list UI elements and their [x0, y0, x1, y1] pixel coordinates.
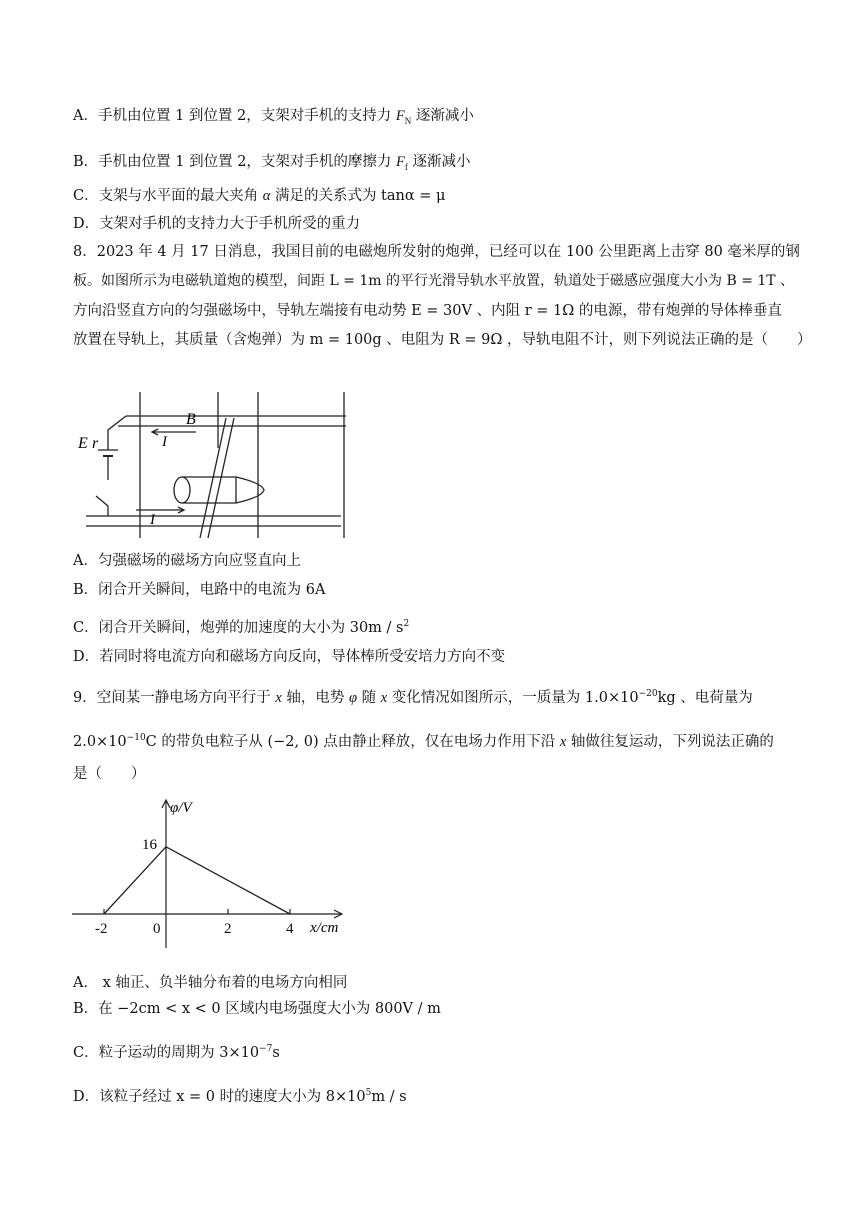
math-superscript: 5 [365, 1088, 372, 1098]
option-text: 满足的关系式为 tanα = μ [270, 188, 446, 204]
math-superscript: −20 [638, 689, 658, 699]
stem-text: kg 、电荷量为 [657, 689, 753, 706]
projectile-body [182, 477, 264, 503]
option-label: D． [73, 216, 100, 232]
q8-stem-line-2: 板。如图所示为电磁轨道炮的模型，间距 L = 1m 的平行光滑导轨水平放置，轨道处于磁感应强度大小为 B = 1T 、 [73, 273, 795, 289]
projectile-back [174, 477, 190, 503]
option-label: C． [73, 188, 99, 204]
option-label: B． [73, 582, 99, 598]
math-superscript: −10 [126, 733, 146, 743]
potential-graph [70, 794, 360, 954]
x-tick-label: -2 [95, 921, 108, 937]
math-symbol: F [396, 154, 405, 170]
option-text: 逐渐减小 [407, 154, 471, 170]
label-b: B [186, 411, 196, 428]
q7-option-c [73, 186, 445, 206]
option-label: B． [73, 154, 99, 170]
math-superscript: −7 [259, 1044, 273, 1054]
switch [96, 496, 108, 506]
option-text: 闭合开关瞬间，电路中的电流为 6A [98, 582, 326, 598]
x-tick-label: 2 [224, 921, 232, 937]
q8-option-c [73, 614, 409, 638]
stem-text: 轴做往复运动，下列说法正确的 [566, 733, 774, 750]
y-axis-label: φ/V [170, 800, 192, 816]
stem-text: 轴，电势 [281, 689, 349, 706]
railgun-figure [76, 388, 356, 543]
conductor-rod [200, 418, 226, 538]
option-text: 手机由位置 1 到位置 2，支架对手机的摩擦力 [98, 154, 397, 170]
x-tick-label: 4 [286, 921, 294, 937]
q7-option-d [73, 214, 360, 234]
option-text: 该粒子经过 x = 0 时的速度大小为 8×10 [99, 1088, 366, 1105]
q7-option-a [73, 106, 474, 131]
math-symbol: φ [349, 689, 358, 706]
circuit-wire [108, 416, 126, 450]
x-axis-label: x/cm [310, 920, 339, 936]
stem-text: 随 [357, 689, 381, 706]
option-text: s [272, 1044, 280, 1061]
option-text: 逐渐减小 [411, 108, 474, 124]
option-label: A． [73, 975, 98, 991]
q8-stem-line-1: 8．2023 年 4 月 17 日消息，我国目前的电磁炮所发射的炮弹，已经可以在 100 公里距离上击穿 80 毫米厚的钢 [73, 244, 800, 260]
math-symbol: x [380, 689, 388, 706]
option-label: C． [73, 619, 99, 636]
option-label: B． [73, 1001, 99, 1017]
math-symbol: F [395, 108, 405, 124]
q9-option-a [73, 973, 347, 993]
math-superscript: 2 [403, 619, 410, 629]
option-text: x 轴正、负半轴分布着的电场方向相同 [97, 975, 348, 991]
q8-option-d [73, 647, 505, 667]
math-symbol: α [262, 188, 271, 204]
potential-line [104, 847, 290, 914]
q8-option-a [73, 551, 301, 571]
conductor-rod [208, 418, 234, 538]
math-subscript: N [404, 115, 412, 126]
option-label: D． [73, 649, 100, 665]
q9-option-b [73, 999, 441, 1019]
q9-stem-line-2 [73, 728, 774, 752]
option-text: 闭合开关瞬间，炮弹的加速度的大小为 30m / s [98, 619, 404, 636]
option-label: A． [73, 553, 98, 569]
y-tick-label-16: 16 [142, 837, 157, 853]
label-i-top: I [162, 434, 167, 450]
stem-text: 2.0×10 [73, 733, 127, 750]
option-text: m / s [371, 1088, 407, 1105]
stem-text: 变化情况如图所示，一质量为 1.0×10 [387, 689, 639, 706]
option-label: C． [73, 1044, 99, 1061]
q8-option-b [73, 580, 325, 600]
option-text: 手机由位置 1 到位置 2，支架对手机的支持力 [97, 108, 396, 124]
label-e: E [78, 435, 88, 452]
stem-text: C 的带负电粒子从 (−2, 0) 点由静止释放，仅在电场力作用下沿 [145, 733, 560, 750]
option-text: 在 −2cm < x < 0 区域内电场强度大小为 800V / m [98, 1001, 441, 1017]
q9-stem-line-3: 是（ ） [73, 766, 146, 782]
option-label: D． [73, 1088, 100, 1105]
option-text: 支架与水平面的最大夹角 [98, 188, 263, 204]
option-text: 匀强磁场的磁场方向应竖直向上 [97, 553, 301, 569]
q8-stem-line-3: 方向沿竖直方向的匀强磁场中，导轨左端接有电动势 E = 30V 、内阻 r = 1Ω 的电源，带有炮弹的导体棒垂直 [73, 303, 782, 319]
option-text: 若同时将电流方向和磁场方向反向，导体棒所受安培力方向不变 [99, 649, 506, 665]
math-symbol: x [559, 733, 567, 750]
option-text: 支架对手机的支持力大于手机所受的重力 [99, 216, 361, 232]
q9-option-d [73, 1083, 407, 1107]
x-tick-label: 0 [153, 921, 161, 937]
option-label: A． [73, 108, 98, 124]
label-r: r [92, 435, 99, 452]
q9-stem-line-1 [73, 684, 753, 708]
q8-stem-line-4: 放置在导轨上，其质量（含炮弹）为 m = 100g 、电阻为 R = 9Ω ，导轨电阻不计，则下列说法正确的是（ ） [73, 332, 812, 348]
label-i-bottom: I [150, 512, 155, 528]
math-subscript: f [404, 161, 408, 172]
math-symbol: x [275, 689, 282, 706]
option-text: 粒子运动的周期为 3×10 [98, 1044, 260, 1061]
q7-option-b [73, 152, 471, 177]
stem-text: 9．空间某一静电场方向平行于 [73, 689, 276, 706]
q9-option-c [73, 1039, 280, 1063]
